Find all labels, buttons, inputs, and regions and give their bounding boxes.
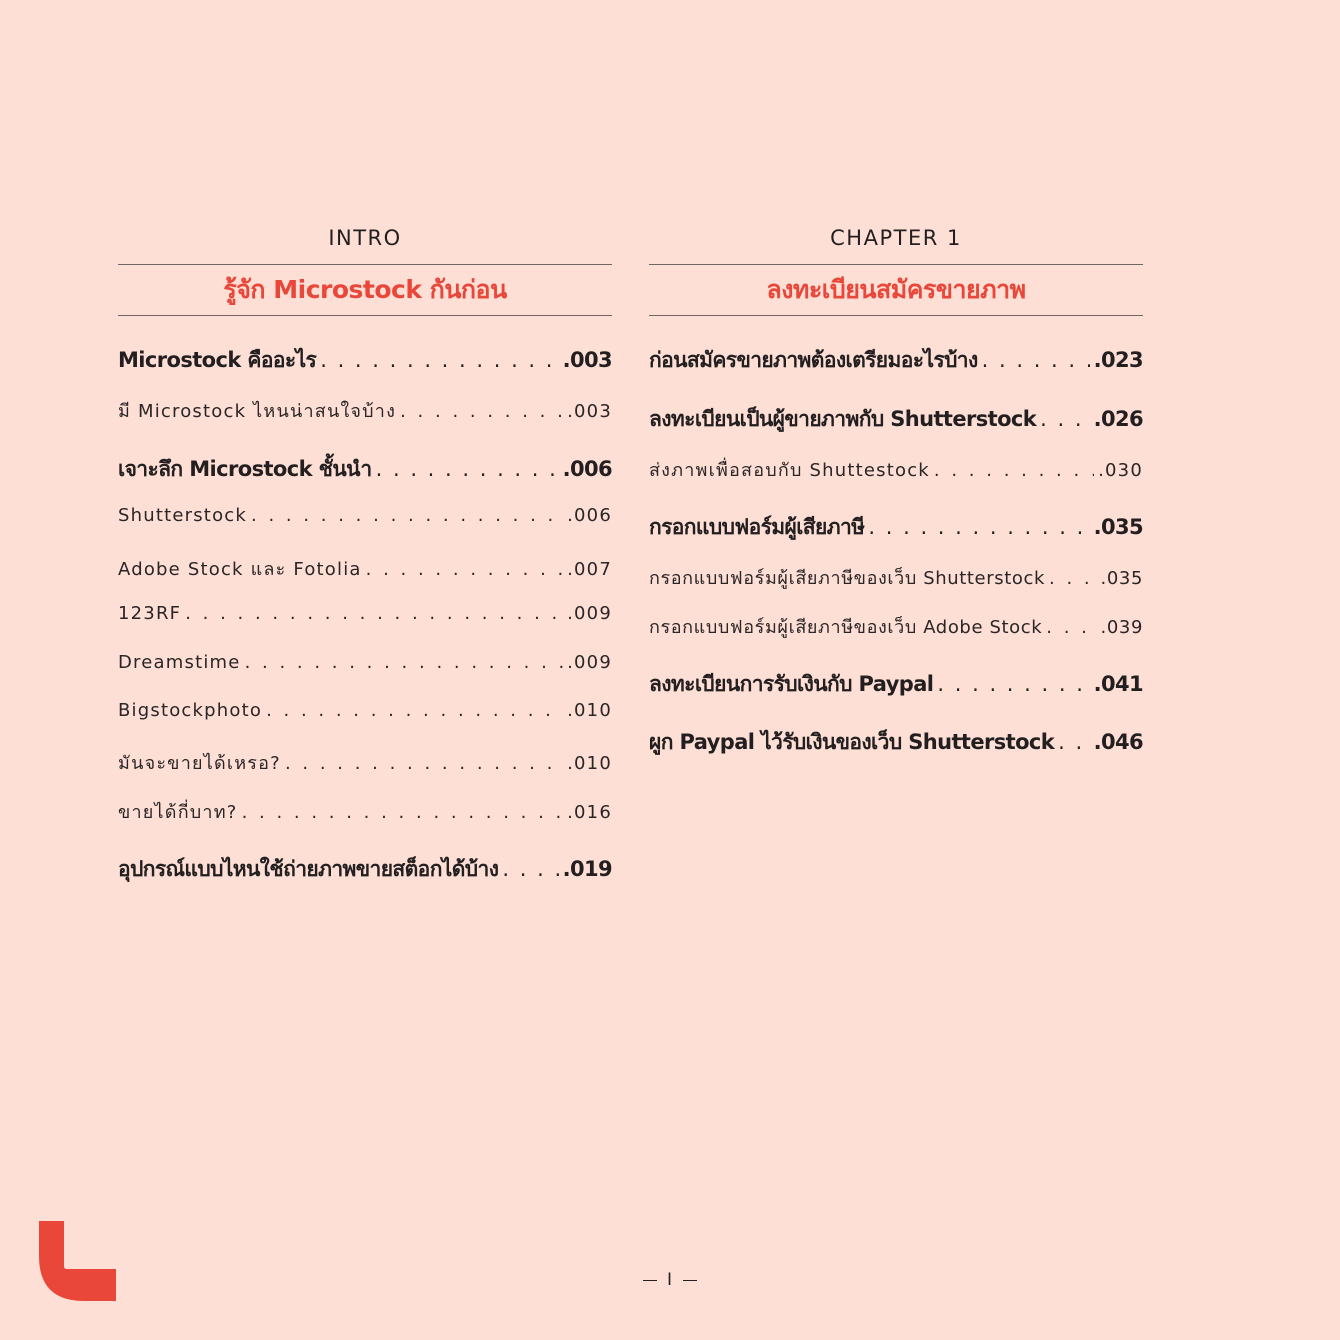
toc-entry-page: .035 [1093, 515, 1143, 539]
dot-leader [937, 672, 1089, 696]
toc-entry[interactable] [118, 453, 612, 486]
toc-entry-text: อุปกรณ์แบบไหนใช้ถ่ายภาพขายสต็อกได้บ้าง [118, 857, 499, 881]
toc-entry-page: .006 [567, 505, 612, 526]
page-number: I [666, 1270, 673, 1290]
dot-leader [242, 802, 564, 823]
toc-entry-text: ลงทะเบียนการรับเงินกับ Paypal [649, 672, 934, 696]
toc-entry-page: .039 [1100, 617, 1143, 638]
dot-leader [1049, 568, 1097, 589]
chapter1-column [649, 222, 1143, 754]
toc-entry-text: Adobe Stock และ Fotolia [118, 559, 362, 580]
toc-entry-page: .009 [567, 603, 612, 624]
toc-entry-text: ก่อนสมัครขายภาพต้องเตรียมอะไรบ้าง [649, 348, 978, 372]
toc-entry[interactable] [649, 344, 1143, 377]
toc-entry[interactable] [118, 853, 612, 886]
toc-entry-page: .016 [567, 802, 612, 823]
toc-entry-text: มันจะขายได้เหรอ? [118, 753, 281, 774]
toc-entry[interactable] [118, 344, 612, 377]
toc-entry-text: ผูก Paypal ไว้รับเงินของเว็บ Shutterstock [649, 730, 1055, 754]
dot-leader [982, 348, 1090, 372]
toc-entry[interactable] [118, 748, 612, 777]
toc-entry[interactable] [649, 511, 1143, 544]
intro-column [118, 222, 612, 881]
dot-leader [251, 505, 563, 526]
footer-dash-left [643, 1280, 657, 1281]
toc-entry-page: .009 [567, 652, 612, 673]
dot-leader [320, 348, 558, 372]
toc-entry-page: .030 [1098, 460, 1143, 481]
toc-entry-page: .035 [1100, 568, 1143, 589]
page-footer [0, 1270, 1340, 1290]
toc-entry-text: กรอกแบบฟอร์มผู้เสียภาษีของเว็บ Adobe Stock [649, 617, 1043, 638]
toc-entry[interactable] [118, 396, 612, 425]
dot-leader [285, 753, 563, 774]
toc-entry-page: .023 [1093, 348, 1143, 372]
chapter1-bottom-rule [649, 315, 1143, 316]
dot-leader [245, 652, 564, 673]
toc-entry-text: 123RF [118, 603, 182, 624]
toc-entry[interactable] [118, 554, 612, 583]
toc-entry[interactable] [649, 668, 1143, 701]
intro-label: INTRO [328, 226, 402, 250]
toc-entry-text: Shutterstock [118, 505, 248, 526]
toc-entry-page: .041 [1093, 672, 1143, 696]
dot-leader [868, 515, 1089, 539]
dot-leader [502, 857, 558, 881]
toc-entry[interactable] [649, 403, 1143, 436]
toc-entry[interactable] [118, 603, 612, 624]
toc-entry-text: Microstock คืออะไร [118, 348, 317, 372]
toc-entry-text: ส่งภาพเพื่อสอบกับ Shuttestock [649, 460, 930, 481]
toc-entry-text: เจาะลึก Microstock ชั้นนำ [118, 457, 372, 481]
chapter1-title: ลงทะเบียนสมัครขายภาพ [766, 275, 1026, 304]
toc-entry-page: .046 [1093, 730, 1143, 754]
dot-leader [400, 401, 563, 422]
toc-entry-page: .003 [562, 348, 612, 372]
toc-entry-text: มี Microstock ไหนน่าสนใจบ้าง [118, 401, 397, 422]
dot-leader [185, 603, 563, 624]
toc-entry[interactable] [649, 455, 1143, 484]
dot-leader [376, 457, 559, 481]
dot-leader [366, 559, 563, 580]
dot-leader [266, 700, 563, 721]
toc-entry[interactable] [649, 563, 1143, 592]
toc-entry-text: Dreamstime [118, 652, 241, 673]
toc-entry[interactable] [649, 726, 1143, 759]
intro-title: รู้จัก Microstock กันก่อน [223, 275, 507, 304]
toc-entry-page: .026 [1093, 407, 1143, 431]
toc-entry-page: .010 [567, 753, 612, 774]
footer-dash-right [683, 1280, 697, 1281]
toc-entry[interactable] [118, 652, 612, 673]
toc-entry-text: ขายได้กี่บาท? [118, 802, 238, 823]
toc-entry[interactable] [118, 797, 612, 826]
dot-leader [1058, 730, 1089, 754]
dot-leader [1046, 617, 1096, 638]
toc-entry-text: กรอกแบบฟอร์มผู้เสียภาษีของเว็บ Shutterstock [649, 568, 1045, 589]
toc-entry[interactable] [118, 700, 612, 721]
toc-entry-page: .010 [567, 700, 612, 721]
toc-entry-page: .006 [562, 457, 612, 481]
toc-entry-text: กรอกแบบฟอร์มผู้เสียภาษี [649, 515, 865, 539]
toc-entry-page: .019 [562, 857, 612, 881]
toc-entry-page: .003 [567, 401, 612, 422]
dot-leader [934, 460, 1094, 481]
toc-entry-text: ลงทะเบียนเป็นผู้ขายภาพกับ Shutterstock [649, 407, 1037, 431]
chapter1-label: CHAPTER 1 [830, 226, 962, 250]
toc-entry-page: .007 [567, 559, 612, 580]
intro-bottom-rule [118, 315, 612, 316]
toc-entry[interactable] [649, 612, 1143, 641]
toc-entry[interactable] [118, 505, 612, 526]
toc-entry-text: Bigstockphoto [118, 700, 263, 721]
dot-leader [1040, 407, 1089, 431]
